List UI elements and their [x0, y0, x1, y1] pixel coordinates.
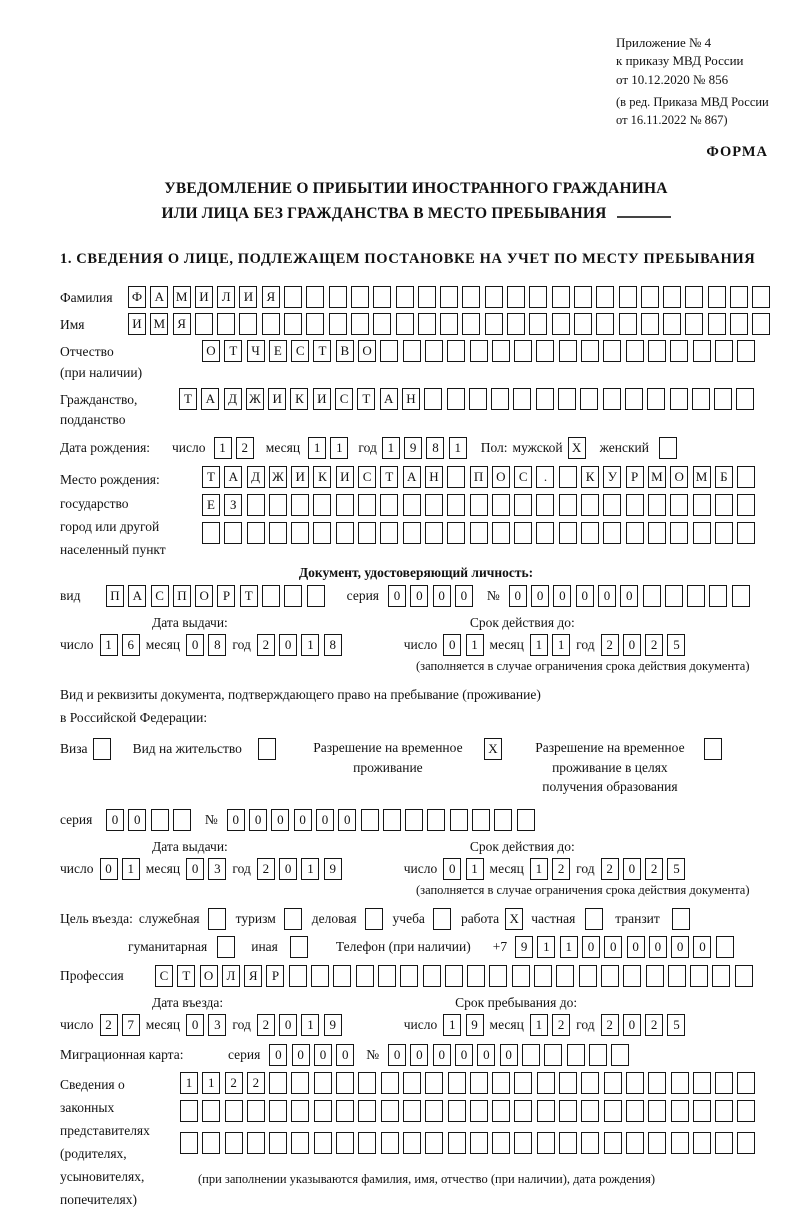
- residence-doc-series-row: [60, 809, 772, 831]
- representatives-cells-row3: [180, 1132, 755, 1154]
- purpose-transit-checkbox: [672, 908, 690, 930]
- identity-doc-heading: Документ, удостоверяющий личность:: [298, 565, 534, 581]
- purpose-humanitarian-checkbox: [217, 936, 235, 958]
- residence-permit-checkbox: [258, 738, 276, 760]
- migration-series-cells: 0 0 0 0: [269, 1044, 354, 1066]
- annex-revision: [616, 94, 772, 129]
- birth-place-rows: [202, 466, 772, 548]
- birth-place-cells-row2: Е З: [202, 494, 755, 516]
- visa-checkbox: [93, 738, 111, 760]
- issue-date-heading: Дата выдачи:: [152, 615, 228, 631]
- purpose-label: Цель въезда:: [60, 910, 133, 926]
- surname-label: Фамилия: [60, 289, 113, 305]
- citizenship-label: Гражданство, подданство: [60, 391, 138, 428]
- representatives-cells-row2: [180, 1100, 755, 1122]
- residence-expiry-note: (заполняется в случае ограничения срока действия документа): [416, 882, 750, 897]
- day-label: число: [172, 440, 206, 456]
- entry-year-cells: 2 0 1 9: [257, 1014, 342, 1036]
- form-label: ФОРМА: [706, 144, 768, 161]
- issue-day-cells: 1 6: [100, 634, 140, 656]
- name-label: Имя: [60, 317, 85, 333]
- annex-revision-line: (в ред. Приказа МВД России: [616, 95, 769, 110]
- stay-month-cells: 1 2: [530, 1014, 570, 1036]
- gender-female-checkbox: [659, 437, 677, 459]
- purpose-business-checkbox: [365, 908, 383, 930]
- identity-expiry-note: (заполняется в случае ограничения срока действия документа): [416, 659, 750, 674]
- birth-place-cells-row1: Т А Д Ж И К И С Т А Н П О С . К У Р М О М Б: [202, 466, 755, 488]
- gender-female-label: женский: [599, 440, 649, 456]
- representatives-rows: [180, 1072, 772, 1187]
- month-label: месяц: [265, 440, 301, 456]
- purpose-official-checkbox: [208, 908, 226, 930]
- annex-header: [616, 34, 772, 129]
- identity-doc-row: [60, 585, 772, 607]
- stay-until-date: число 1 9 месяц 1 2 год 2 0 2 5: [404, 1014, 686, 1036]
- birth-date-row: [60, 437, 772, 459]
- title-blank-underline: [617, 202, 671, 218]
- purpose-tourism-label: туризм: [235, 910, 276, 926]
- residence-number-cells: 0 0 0 0 0 0: [227, 809, 535, 831]
- stay-year-cells: 2 0 2 5: [601, 1014, 686, 1036]
- identity-expiry-date: число 0 1 месяц 1 1 год 2 0 2 5: [404, 634, 686, 656]
- temp-residence-education-checkbox: [704, 738, 722, 760]
- entry-date-heading: Дата въезда:: [152, 994, 224, 1010]
- representatives-cells-row1: 1 1 2 2: [180, 1072, 755, 1094]
- birth-month-cells: 1 1: [308, 437, 348, 459]
- purpose-transit-label: транзит: [615, 910, 660, 926]
- migration-series-label: серия: [228, 1046, 261, 1062]
- purpose-study-checkbox: [433, 908, 451, 930]
- birth-day-cells: 1 2: [214, 437, 254, 459]
- identity-doc-dates-headings: [60, 615, 772, 631]
- form-title-line1: УВЕДОМЛЕНИЕ О ПРИБЫТИИ ИНОСТРАННОГО ГРАЖДАНИНА: [164, 180, 668, 198]
- birth-place-cells-row3: [202, 522, 755, 544]
- annex-line: Приложение № 4: [616, 35, 712, 50]
- profession-row: [60, 965, 772, 987]
- migration-card-row: [60, 1044, 772, 1066]
- issue-month-cells: 0 8: [186, 634, 226, 656]
- entry-dates-row: [60, 1014, 772, 1036]
- temp-residence-checkbox: X: [484, 738, 502, 760]
- name-row: [60, 313, 772, 335]
- purpose-business-label: деловая: [311, 910, 357, 926]
- issue-day-cells: 0 1: [100, 858, 140, 880]
- purpose-official-label: служебная: [138, 910, 200, 926]
- entry-month-cells: 0 3: [186, 1014, 226, 1036]
- doc-type-cells: П А С П О Р Т: [106, 585, 325, 607]
- purpose-tourism-checkbox: [284, 908, 302, 930]
- migration-number-label: №: [366, 1046, 380, 1062]
- gender-male-checkbox: X: [568, 437, 586, 459]
- migration-number-cells: 0 0 0 0 0 0: [388, 1044, 629, 1066]
- representatives-group: [60, 1072, 772, 1212]
- temp-residence-education-label: Разрешение на временное проживание в целях получения образования: [535, 740, 685, 795]
- issue-date-heading: Дата выдачи:: [152, 838, 228, 854]
- phone-label: Телефон (при наличии): [335, 938, 471, 954]
- purpose-private-label: частная: [531, 910, 576, 926]
- issue-month-cells: 0 3: [186, 858, 226, 880]
- citizenship-row: [60, 388, 772, 431]
- expiry-year-cells: 2 0 2 5: [601, 634, 686, 656]
- birth-place-group: [60, 466, 772, 561]
- doc-series-label: серия: [346, 588, 380, 604]
- expiry-day-cells: 0 1: [443, 858, 483, 880]
- identity-doc-dates-row: [60, 634, 772, 656]
- expiry-month-cells: 1 1: [530, 634, 570, 656]
- visit-purpose-row1: [60, 908, 772, 930]
- entry-day-cells: 2 7: [100, 1014, 140, 1036]
- purpose-work-label: работа: [460, 910, 500, 926]
- section-1-heading: 1. СВЕДЕНИЯ О ЛИЦЕ, ПОДЛЕЖАЩЕМ ПОСТАНОВКЕ НА УЧЕТ ПО МЕСТУ ПРЕБЫВАНИЯ: [60, 250, 756, 267]
- profession-cells: С Т О Л Я Р: [155, 965, 753, 987]
- visit-purpose-row2: [60, 936, 772, 958]
- birth-date-label: Дата рождения:: [60, 440, 151, 456]
- patronymic-cells: О Т Ч Е С Т В О: [202, 340, 755, 362]
- stay-until-heading: Срок пребывания до:: [455, 994, 578, 1010]
- purpose-work-checkbox: X: [505, 908, 523, 930]
- name-cells: И М Я: [128, 313, 770, 335]
- citizenship-cells: Т А Д Ж И К И С Т А Н: [179, 388, 754, 410]
- surname-cells: Ф А М И Л И Я: [128, 286, 770, 308]
- doc-number-cells: 0 0 0 0 0 0: [509, 585, 750, 607]
- gender-male-label: мужской: [512, 440, 563, 456]
- expiry-day-cells: 0 1: [443, 634, 483, 656]
- residence-doc-intro: Вид и реквизиты документа, подтверждающего право на пребывание (проживание) в Российской Федерации:: [60, 687, 541, 726]
- residence-doc-options: [60, 738, 772, 797]
- doc-number-label: №: [486, 588, 500, 604]
- annex-line: от 10.12.2020 № 856: [616, 71, 729, 87]
- identity-issue-date: число 1 6 месяц 0 8 год 2 0 1 8: [60, 634, 342, 656]
- purpose-other-checkbox: [290, 936, 308, 958]
- series-label: серия: [60, 811, 93, 827]
- migration-card-label: Миграционная карта:: [60, 1046, 184, 1062]
- purpose-humanitarian-label: гуманитарная: [128, 938, 208, 954]
- purpose-other-label: иная: [251, 938, 278, 954]
- number-label: №: [204, 811, 218, 827]
- representatives-label: Сведения о законных представителях (родителях, усыновителях, попечителях): [60, 1076, 150, 1207]
- birth-place-label: Место рождения: государство город или другой населенный пункт: [60, 472, 166, 558]
- entry-dates-headings: [60, 995, 772, 1011]
- annex-revision-line: от 16.11.2022 № 867): [616, 112, 728, 127]
- issue-year-cells: 2 0 1 8: [257, 634, 342, 656]
- entry-date: число 2 7 месяц 0 3 год 2 0 1 9: [60, 1014, 342, 1036]
- expiry-month-cells: 1 2: [530, 858, 570, 880]
- patronymic-label: Отчество (при наличии): [60, 340, 202, 383]
- year-label: год: [358, 440, 377, 456]
- expiry-year-cells: 2 0 2 5: [601, 858, 686, 880]
- gender-label: Пол:: [480, 440, 508, 456]
- residence-doc-dates-row: [60, 858, 772, 880]
- annex-line: к приказу МВД России: [616, 53, 744, 69]
- residence-issue-date: число 0 1 месяц 0 3 год 2 0 1 9: [60, 858, 342, 880]
- phone-prefix: +7: [492, 938, 508, 954]
- surname-row: [60, 286, 772, 308]
- patronymic-row: [60, 340, 772, 383]
- visa-label: Виза: [60, 741, 88, 757]
- temp-residence-label: Разрешение на временное проживание: [313, 740, 463, 775]
- expiry-date-heading: Срок действия до:: [469, 615, 575, 631]
- form-title-line2: ИЛИ ЛИЦА БЕЗ ГРАЖДАНСТВА В МЕСТО ПРЕБЫВАНИЯ: [60, 202, 772, 227]
- residence-series-cells: 0 0: [106, 809, 191, 831]
- representatives-note: (при заполнении указываются фамилия, имя, отчество (при наличии), дата рождения): [198, 1171, 656, 1186]
- expiry-date-heading: Срок действия до:: [469, 838, 575, 854]
- residence-doc-dates-headings: [60, 839, 772, 855]
- residence-permit-label: Вид на жительство: [132, 741, 242, 757]
- birth-year-cells: 1 9 8 1: [382, 437, 467, 459]
- form-title: [60, 177, 772, 227]
- purpose-private-checkbox: [585, 908, 603, 930]
- patronymic-label-note: (при наличии): [60, 364, 143, 380]
- profession-label: Профессия: [60, 967, 124, 983]
- purpose-study-label: учеба: [392, 910, 425, 926]
- residence-expiry-date: число 0 1 месяц 1 2 год 2 0 2 5: [404, 858, 686, 880]
- doc-series-cells: 0 0 0 0: [388, 585, 473, 607]
- phone-cells: 9 1 1 0 0 0 0 0 0: [515, 936, 734, 958]
- stay-day-cells: 1 9: [443, 1014, 483, 1036]
- issue-year-cells: 2 0 1 9: [257, 858, 342, 880]
- doc-type-label: вид: [60, 588, 81, 604]
